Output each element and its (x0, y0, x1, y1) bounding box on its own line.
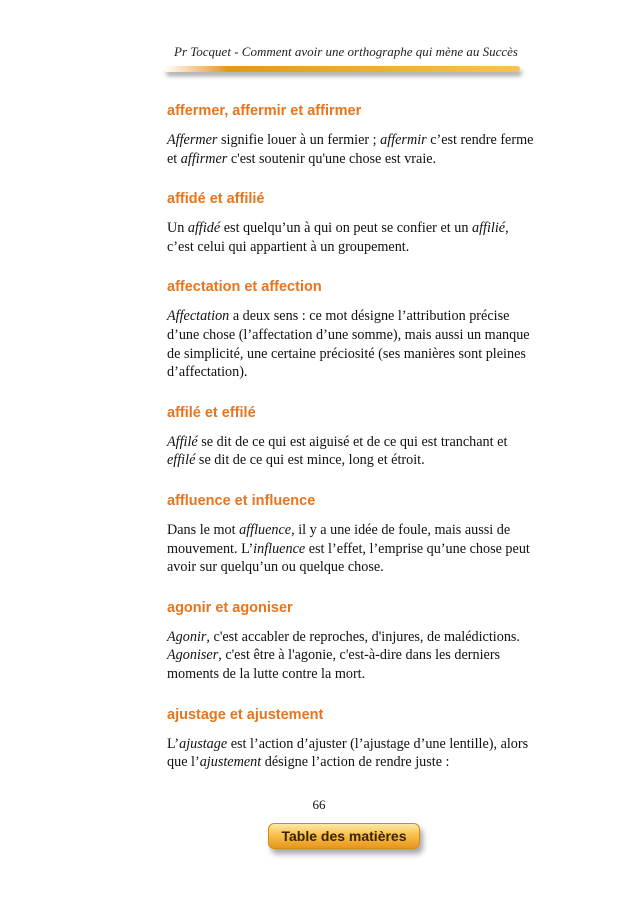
definition-text: c’est rendre ferme et (167, 132, 534, 167)
definition-text: L’ (167, 735, 180, 752)
definition-text: Dans le mot (167, 521, 240, 538)
entry-definition (167, 521, 537, 577)
term-italic: Affilé (167, 433, 198, 450)
term-italic: Affectation (167, 308, 230, 325)
entry-spacer (167, 577, 537, 600)
entry (167, 279, 537, 381)
term-italic: Agoniser (167, 647, 219, 664)
entry (167, 493, 537, 577)
table-of-contents-button[interactable]: Table des matières (268, 823, 420, 849)
term-italic: affidé (187, 220, 221, 237)
entry-title: affidé et affilié (167, 191, 265, 208)
dictionary-entries (167, 103, 537, 772)
term-italic: affluence (239, 521, 292, 538)
definition-text: signifie louer à un fermier ; (217, 132, 381, 148)
entry-title: affectation et affection (167, 279, 322, 296)
entry-title: affermer, affermir et affirmer (167, 103, 362, 119)
term-italic: affirmer (180, 150, 228, 167)
term-italic: affilié (471, 220, 506, 237)
entry-definition (167, 735, 537, 772)
entry-spacer (167, 256, 537, 279)
term-italic: effilé (167, 452, 196, 469)
entry (167, 103, 537, 168)
entry-definition (167, 131, 537, 168)
term-italic: Agonir (167, 628, 207, 645)
entry-spacer (167, 168, 537, 191)
definition-text: a deux sens : ce mot désigne l’attribution précise d’une chose (l’affectation d’une somme), mais aussi un manque de simplicité, une certaine préciosité (ses manières sont pleines d’affectation). (167, 308, 530, 381)
page-number: 66 (312, 797, 326, 812)
term-italic: ajustement (199, 754, 262, 771)
definition-text: se dit de ce qui est mince, long et étroit. (195, 452, 425, 469)
entry-spacer (167, 470, 537, 493)
definition-text: est l’effet, l’emprise qu’une chose peut avoir sur quelqu’un ou quelque chose. (167, 540, 530, 576)
term-italic: affermir (380, 132, 427, 148)
entry-title: agonir et agoniser (167, 599, 293, 616)
term-italic: influence (253, 540, 306, 557)
header-underline-bar (164, 66, 520, 72)
definition-text: , c'est être à l'agonie, c'est-à-dire dans les derniers moments de la lutte contre la mort. (167, 647, 501, 682)
entry-definition (167, 219, 537, 256)
header-title: Pr Tocquet - Comment avoir une orthographe qui mène au Succès (174, 44, 518, 59)
entry-definition (167, 433, 537, 470)
page-header (150, 38, 526, 80)
entry-definition (167, 307, 537, 381)
term-italic: Affermer (167, 132, 218, 148)
definition-text: c'est soutenir qu'une chose est vraie. (227, 150, 437, 167)
entry-title: affluence et influence (167, 492, 316, 509)
definition-text: , c’est celui qui appartient à un groupement. (167, 220, 509, 255)
definition-text: est l’action d’ajuster (l’ajustage d’une lentille), alors que l’ (167, 735, 529, 771)
entry-definition (167, 628, 537, 684)
definition-text: Un (167, 220, 188, 237)
entry-title: ajustage et ajustement (167, 706, 324, 723)
entry-spacer (167, 382, 537, 405)
entry-title: affilé et effilé (167, 404, 256, 421)
entry (167, 600, 537, 684)
term-italic: ajustage (179, 735, 228, 752)
entry (167, 405, 537, 470)
definition-text: se dit de ce qui est aiguisé et de ce qui est tranchant et (197, 433, 508, 450)
definition-text: est quelqu’un à qui on peut se confier et un (220, 220, 472, 237)
definition-text: désigne l’action de rendre juste : (261, 754, 450, 771)
definition-text: , c'est accabler de reproches, d'injures, de malédictions. (206, 628, 520, 645)
entry (167, 191, 537, 256)
definition-text: , il y a une idée de foule, mais aussi de mouvement. L’ (167, 521, 511, 557)
entry-spacer (167, 684, 537, 707)
entry (167, 707, 537, 772)
